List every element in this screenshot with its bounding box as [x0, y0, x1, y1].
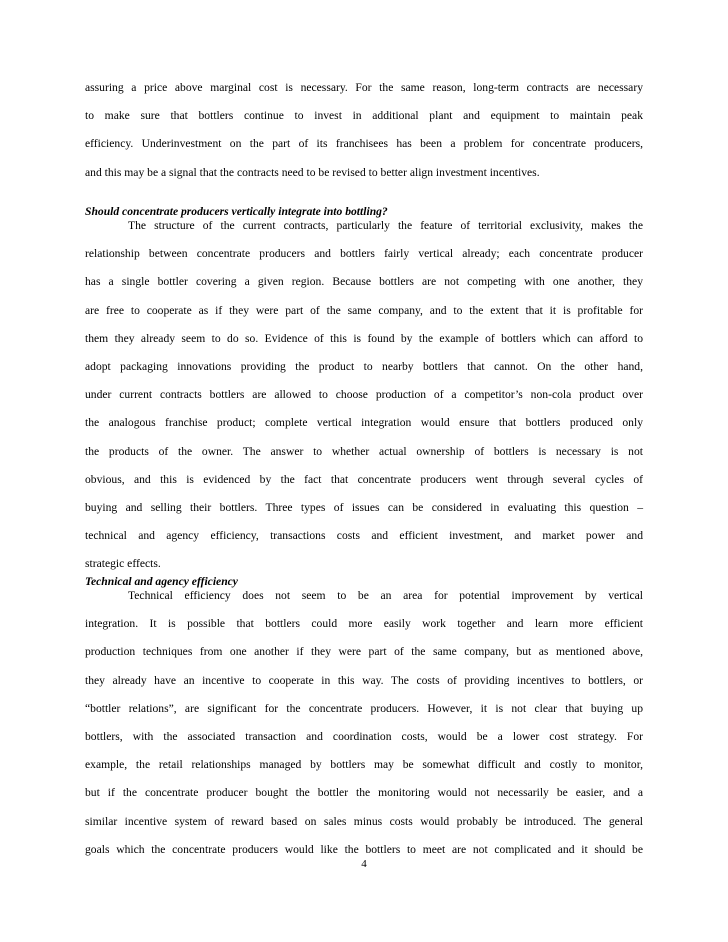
page-number: 4	[361, 858, 367, 870]
text-line: are free to cooperate as if they were part of the same company, and to the extent that it is profitable for	[85, 303, 643, 317]
text-line: example, the retail relationships managed by bottlers may be somewhat difficult and costly to monitor,	[85, 758, 643, 772]
text-line: buying and selling their bottlers. Three types of issues can be considered in evaluating this question –	[85, 500, 643, 514]
text-line: goals which the concentrate producers would like the bottlers to meet are not complicated and it should be	[85, 842, 643, 856]
text-line: has a single bottler covering a given region. Because bottlers are not competing with one another, they	[85, 275, 643, 289]
text-line: the products of the owner. The answer to whether actual ownership of bottlers is necessary is not	[85, 444, 643, 458]
text-line: but if the concentrate producer bought the bottler the monitoring would not necessarily be easier, and a	[85, 786, 643, 800]
text-line: they already have an incentive to cooperate in this way. The costs of providing incentives to bottlers, or	[85, 673, 643, 687]
text-line: efficiency. Underinvestment on the part of its franchisees has been a problem for concentrate producers,	[85, 137, 643, 151]
text-line: strategic effects.	[85, 557, 161, 571]
text-line: relationship between concentrate producers and bottlers fairly vertical already; each concentrate producer	[85, 247, 643, 261]
text-line: similar incentive system of reward based on sales minus costs would probably be introduced. The general	[85, 814, 643, 828]
text-line: production techniques from one another if they were part of the same company, but as mentioned above,	[85, 645, 643, 659]
section-body-technical-agency-efficiency	[85, 582, 643, 864]
text-line	[85, 212, 643, 240]
text-line-content: The structure of the current contracts, particularly the feature of territorial exclusivity, makes the	[128, 219, 643, 232]
section-heading-vertical-integration: Should concentrate producers vertically integrate into bottling?	[85, 205, 388, 218]
text-line: and this may be a signal that the contracts need to be revised to better align investment incentives.	[85, 165, 540, 179]
text-line: assuring a price above marginal cost is necessary. For the same reason, long-term contracts are necessary	[85, 81, 643, 94]
text-line: technical and agency efficiency, transactions costs and efficient investment, and market power and	[85, 529, 643, 543]
section-heading-technical-agency-efficiency: Technical and agency efficiency	[85, 575, 238, 588]
text-line: integration. It is possible that bottlers could more easily work together and learn more efficient	[85, 617, 643, 631]
text-line	[85, 582, 643, 610]
text-line: the analogous franchise product; complete vertical integration would ensure that bottlers produced only	[85, 416, 643, 430]
text-line: adopt packaging innovations providing the product to nearby bottlers that cannot. On the other hand,	[85, 359, 643, 373]
paragraph-continuation	[85, 74, 643, 187]
section-body-vertical-integration	[85, 212, 643, 578]
text-line: under current contracts bottlers are allowed to choose production of a competitor’s non-cola product over	[85, 388, 643, 402]
text-line-content: Technical efficiency does not seem to be an area for potential improvement by vertical	[128, 589, 643, 602]
text-line: “bottler relations”, are significant for the concentrate producers. However, it is not clear that buying up	[85, 701, 643, 715]
text-line: obvious, and this is evidenced by the fact that concentrate producers went through several cycles of	[85, 472, 643, 486]
text-line: them they already seem to do so. Evidence of this is found by the example of bottlers which can afford to	[85, 331, 643, 345]
text-line: to make sure that bottlers continue to invest in additional plant and equipment to maintain peak	[85, 109, 643, 123]
text-line: bottlers, with the associated transaction and coordination costs, would be a lower cost strategy. For	[85, 729, 643, 743]
